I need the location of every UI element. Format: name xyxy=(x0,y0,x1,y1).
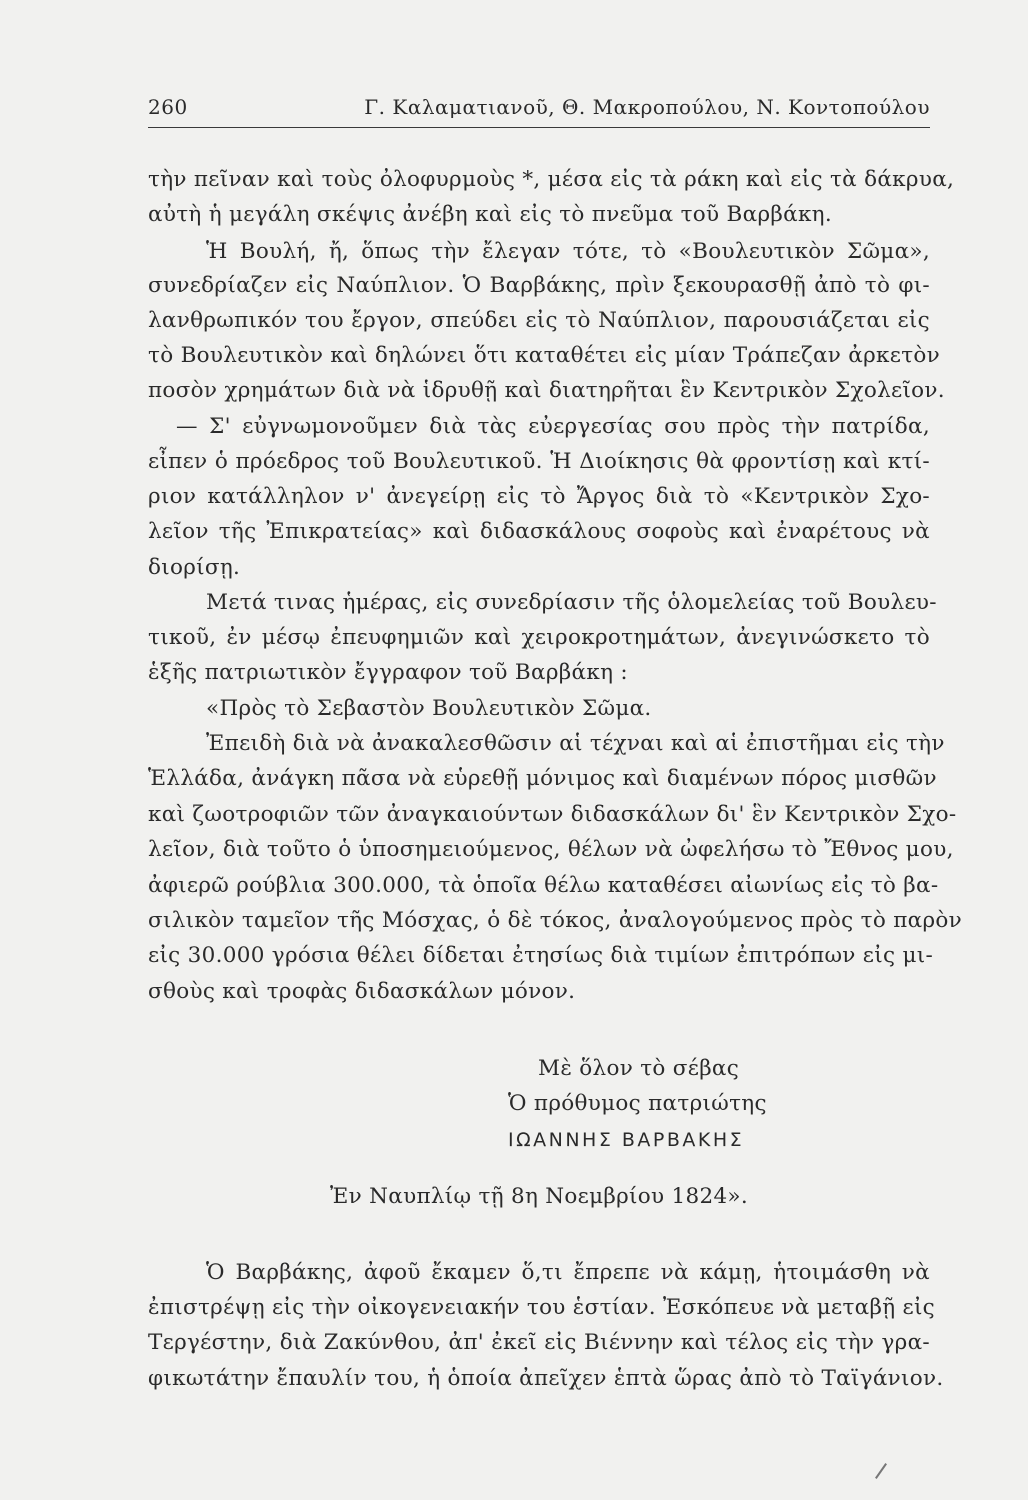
text-line: τικοῦ, ἐν μέσῳ ἐπευφημιῶν καὶ χειροκροτημάτων, ἀνεγινώσκετο τὸ xyxy=(148,625,930,650)
page-number: 260 xyxy=(148,95,188,119)
text-line: τὸ Βουλευτικὸν καὶ δηλώνει ὅτι καταθέτει εἰς μίαν Τράπεζαν ἀρκετὸν xyxy=(148,343,941,368)
text-line: λανθρωπικόν του ἔργον, σπεύδει εἰς τὸ Ναύπλιον, παρουσιάζεται εἰς xyxy=(148,308,930,333)
text-line: τὴν πεῖναν καὶ τοὺς ὀλοφυρμοὺς *, μέσα εἰς τὰ ράκη καὶ εἰς τὰ δάκρυα, xyxy=(148,167,955,192)
text-line: λεῖον τῆς Ἐπικρατείας» καὶ διδασκάλους σοφοὺς καὶ ἐναρέτους νὰ xyxy=(148,519,930,544)
text-line: λεῖον, διὰ τοῦτο ὁ ὑποσημειούμενος, θέλων νὰ ὠφελήσω τὸ Ἔθνος μου, xyxy=(148,837,954,862)
signer-name: ΙΩΑΝΝΗΣ ΒΑΡΒΑΚΗΣ xyxy=(508,1129,745,1151)
text-line: Ἐπειδὴ διὰ νὰ ἀνακαλεσθῶσιν αἱ τέχναι καὶ αἱ ἐπιστῆμαι εἰς τὴν xyxy=(206,731,945,756)
signer-title: Ὁ πρόθυμος πατριώτης xyxy=(508,1091,767,1116)
running-header xyxy=(148,95,930,128)
text-line: ἐπιστρέψῃ εἰς τὴν οἰκογενειακήν του ἑστίαν. Ἐσκόπευε νὰ μεταβῇ εἰς xyxy=(148,1295,936,1320)
running-title: Γ. Καλαματιανοῦ, Θ. Μακροπούλου, Ν. Κοντοπούλου xyxy=(364,95,930,119)
text-line: εἶπεν ὁ πρόεδρος τοῦ Βουλευτικοῦ. Ἡ Διοίκησις θὰ φροντίσῃ καὶ κτί- xyxy=(148,449,930,474)
text-line: Μετά τινας ἡμέρας, εἰς συνεδρίασιν τῆς ὁλομελείας τοῦ Βουλευ- xyxy=(206,590,937,615)
text-line: διορίσῃ. xyxy=(148,555,241,580)
text-line: συνεδρίαζεν εἰς Ναύπλιον. Ὁ Βαρβάκης, πρὶν ξεκουρασθῇ ἀπὸ τὸ φι- xyxy=(148,273,930,298)
text-line: φικωτάτην ἔπαυλίν του, ἡ ὁποία ἀπεῖχεν ἑπτὰ ὥρας ἀπὸ τὸ Ταϊγάνιον. xyxy=(148,1366,944,1391)
text-line: σιλικὸν ταμεῖον τῆς Μόσχας, ὁ δὲ τόκος, ἀναλογούμενος πρὸς τὸ παρὸν xyxy=(148,908,963,933)
text-line: ριον κατάλληλον ν' ἀνεγείρῃ εἰς τὸ Ἄργος διὰ τὸ «Κεντρικὸν Σχο- xyxy=(148,484,930,509)
text-line: ποσὸν χρημάτων διὰ νὰ ἱδρυθῇ καὶ διατηρῆται ἓν Κεντρικὸν Σχολεῖον. xyxy=(148,378,945,403)
text-line: Ἡ Βουλή, ἤ, ὅπως τὴν ἔλεγαν τότε, τὸ «Βουλευτικὸν Σῶμα», xyxy=(206,239,930,264)
text-line: αὐτὴ ἡ μεγάλη σκέψις ἀνέβη καὶ εἰς τὸ πνεῦμα τοῦ Βαρβάκη. xyxy=(148,202,832,227)
text-line: Τεργέστην, διὰ Ζακύνθου, ἀπ' ἐκεῖ εἰς Βιέννην καὶ τέλος εἰς τὴν γρα- xyxy=(148,1330,930,1355)
text-line: ἀφιερῶ ρούβλια 300.000, τὰ ὁποῖα θέλω καταθέσει αἰωνίως εἰς τὸ βα- xyxy=(148,873,939,898)
text-line: εἰς 30.000 γρόσια θέλει δίδεται ἐτησίως διὰ τιμίων ἐπιτρόπων εἰς μι- xyxy=(148,943,934,968)
text-line: — Σ' εὐγνωμονοῦμεν διὰ τὰς εὐεργεσίας σου πρὸς τὴν πατρίδα, xyxy=(176,414,930,439)
date-line: Ἐν Ναυπλίῳ τῇ 8η Νοεμβρίου 1824». xyxy=(330,1184,749,1209)
text-line: σθοὺς καὶ τροφὰς διδασκάλων μόνον. xyxy=(148,979,576,1004)
salutation: Μὲ ὅλον τὸ σέβας xyxy=(538,1056,740,1081)
scan-mark xyxy=(875,1463,887,1479)
text-line: ἑξῆς πατριωτικὸν ἔγγραφον τοῦ Βαρβάκη : xyxy=(148,660,628,685)
text-line: καὶ ζωοτροφιῶν τῶν ἀναγκαιούντων διδασκάλων δι' ἓν Κεντρικὸν Σχο- xyxy=(148,802,957,827)
text-line: Ὁ Βαρβάκης, ἀφοῦ ἔκαμεν ὅ,τι ἔπρεπε νὰ κάμῃ, ἡτοιμάσθη νὰ xyxy=(206,1260,930,1285)
document-heading: «Πρὸς τὸ Σεβαστὸν Βουλευτικὸν Σῶμα. xyxy=(206,696,652,721)
text-line: Ἑλλάδα, ἀνάγκη πᾶσα νὰ εὑρεθῇ μόνιμος καὶ διαμένων πόρος μισθῶν xyxy=(148,766,937,791)
